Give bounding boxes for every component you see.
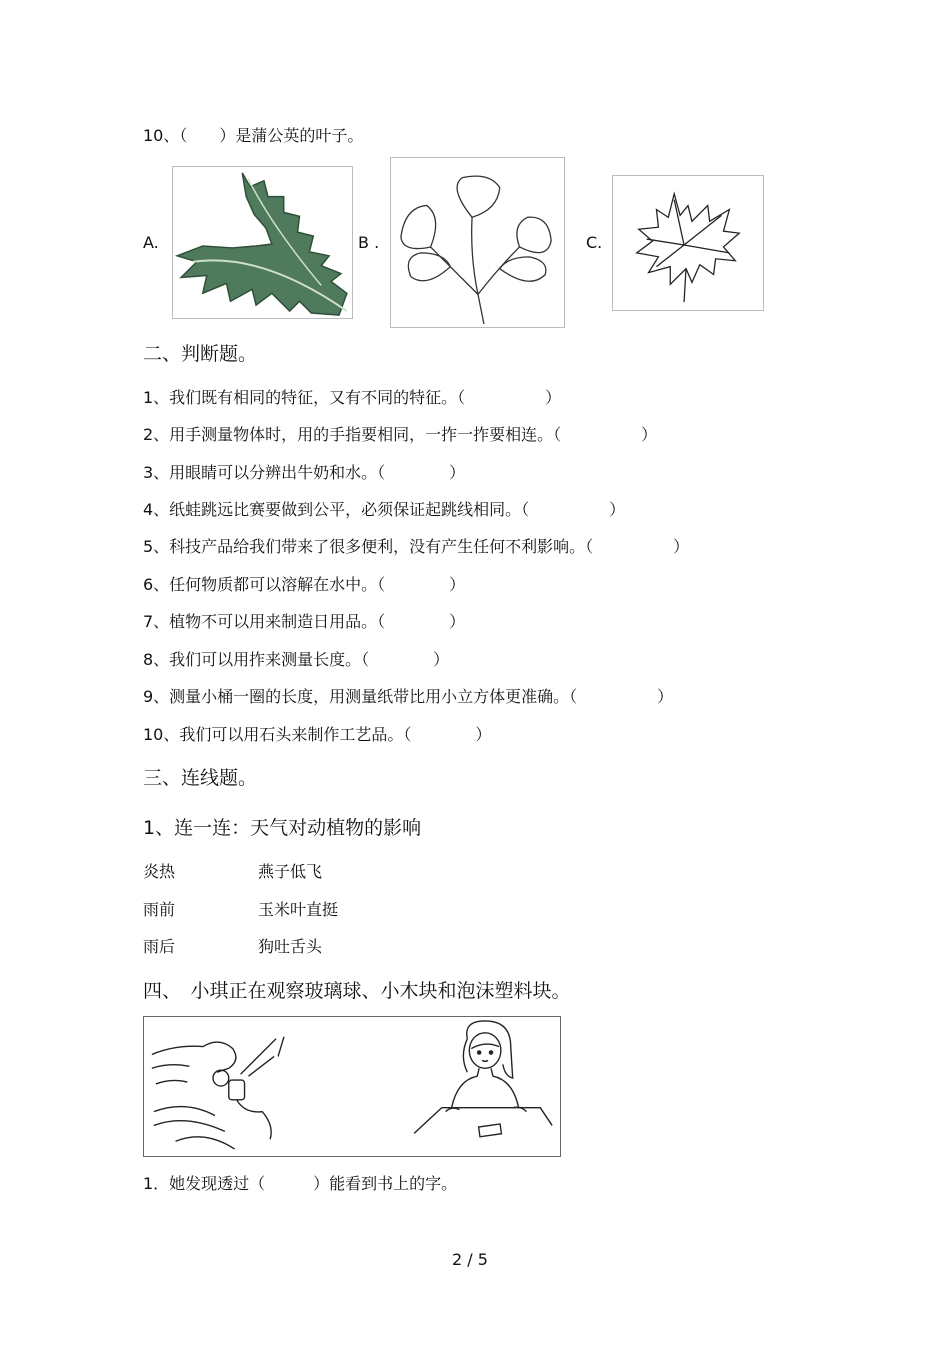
match-right-item: 狗吐舌头: [258, 937, 323, 956]
page-number: 2 / 5: [452, 1250, 488, 1269]
maple-leaf-icon: [613, 176, 763, 310]
match-right-item: 燕子低飞: [258, 862, 323, 881]
judge-item: 2、用手测量物体时，用的手指要相同，一拃一拃要相连。（ ）: [143, 425, 658, 444]
match-left-item: 炎热: [143, 862, 176, 881]
maple-leaf-image: [612, 175, 764, 311]
match-right-item: 玉米叶直挺: [258, 900, 339, 919]
section4-title: 四、 小琪正在观察玻璃球、小木块和泡沫塑料块。: [143, 980, 571, 1002]
judge-item: 1、我们既有相同的特征，又有不同的特征。（ ）: [143, 388, 562, 407]
dandelion-leaf-icon: [173, 167, 352, 318]
judge-item: 7、植物不可以用来制造日用品。（ ）: [143, 612, 466, 631]
observation-illustration-icon: [144, 1017, 560, 1156]
section3-subtitle: 1、连一连：天气对动植物的影响: [143, 817, 422, 839]
match-left-item: 雨前: [143, 900, 176, 919]
judge-item: 6、任何物质都可以溶解在水中。（ ）: [143, 575, 466, 594]
option-b-label: B .: [358, 233, 380, 252]
judge-item: 3、用眼睛可以分辨出牛奶和水。（ ）: [143, 463, 466, 482]
dandelion-leaf-image: [172, 166, 353, 319]
judge-item: 5、科技产品给我们带来了很多便利，没有产生任何不利影响。（ ）: [143, 537, 690, 556]
q10-text: 10、（ ）是蒲公英的叶子。: [143, 126, 364, 145]
section4-question-1: 1．她发现透过（ ）能看到书上的字。: [143, 1174, 458, 1193]
ginkgo-leaf-image: [390, 157, 565, 328]
judge-item: 8、我们可以用拃来测量长度。（ ）: [143, 650, 450, 669]
judge-item: 10、我们可以用石头来制作工艺品。（ ）: [143, 725, 492, 744]
observation-illustration: [143, 1016, 561, 1157]
option-a-label: A.: [143, 233, 159, 252]
judge-item: 9、测量小桶一圈的长度，用测量纸带比用小立方体更准确。（ ）: [143, 687, 674, 706]
option-c-label: C.: [586, 233, 603, 252]
match-left-item: 雨后: [143, 937, 176, 956]
girl-icon: [414, 1021, 552, 1137]
section2-title: 二、判断题。: [143, 343, 258, 365]
judge-item: 4、纸蛙跳远比赛要做到公平，必须保证起跳线相同。（ ）: [143, 500, 626, 519]
hand-magnifier-icon: [152, 1037, 284, 1149]
ginkgo-leaf-icon: [391, 158, 564, 327]
section3-title: 三、连线题。: [143, 767, 258, 789]
